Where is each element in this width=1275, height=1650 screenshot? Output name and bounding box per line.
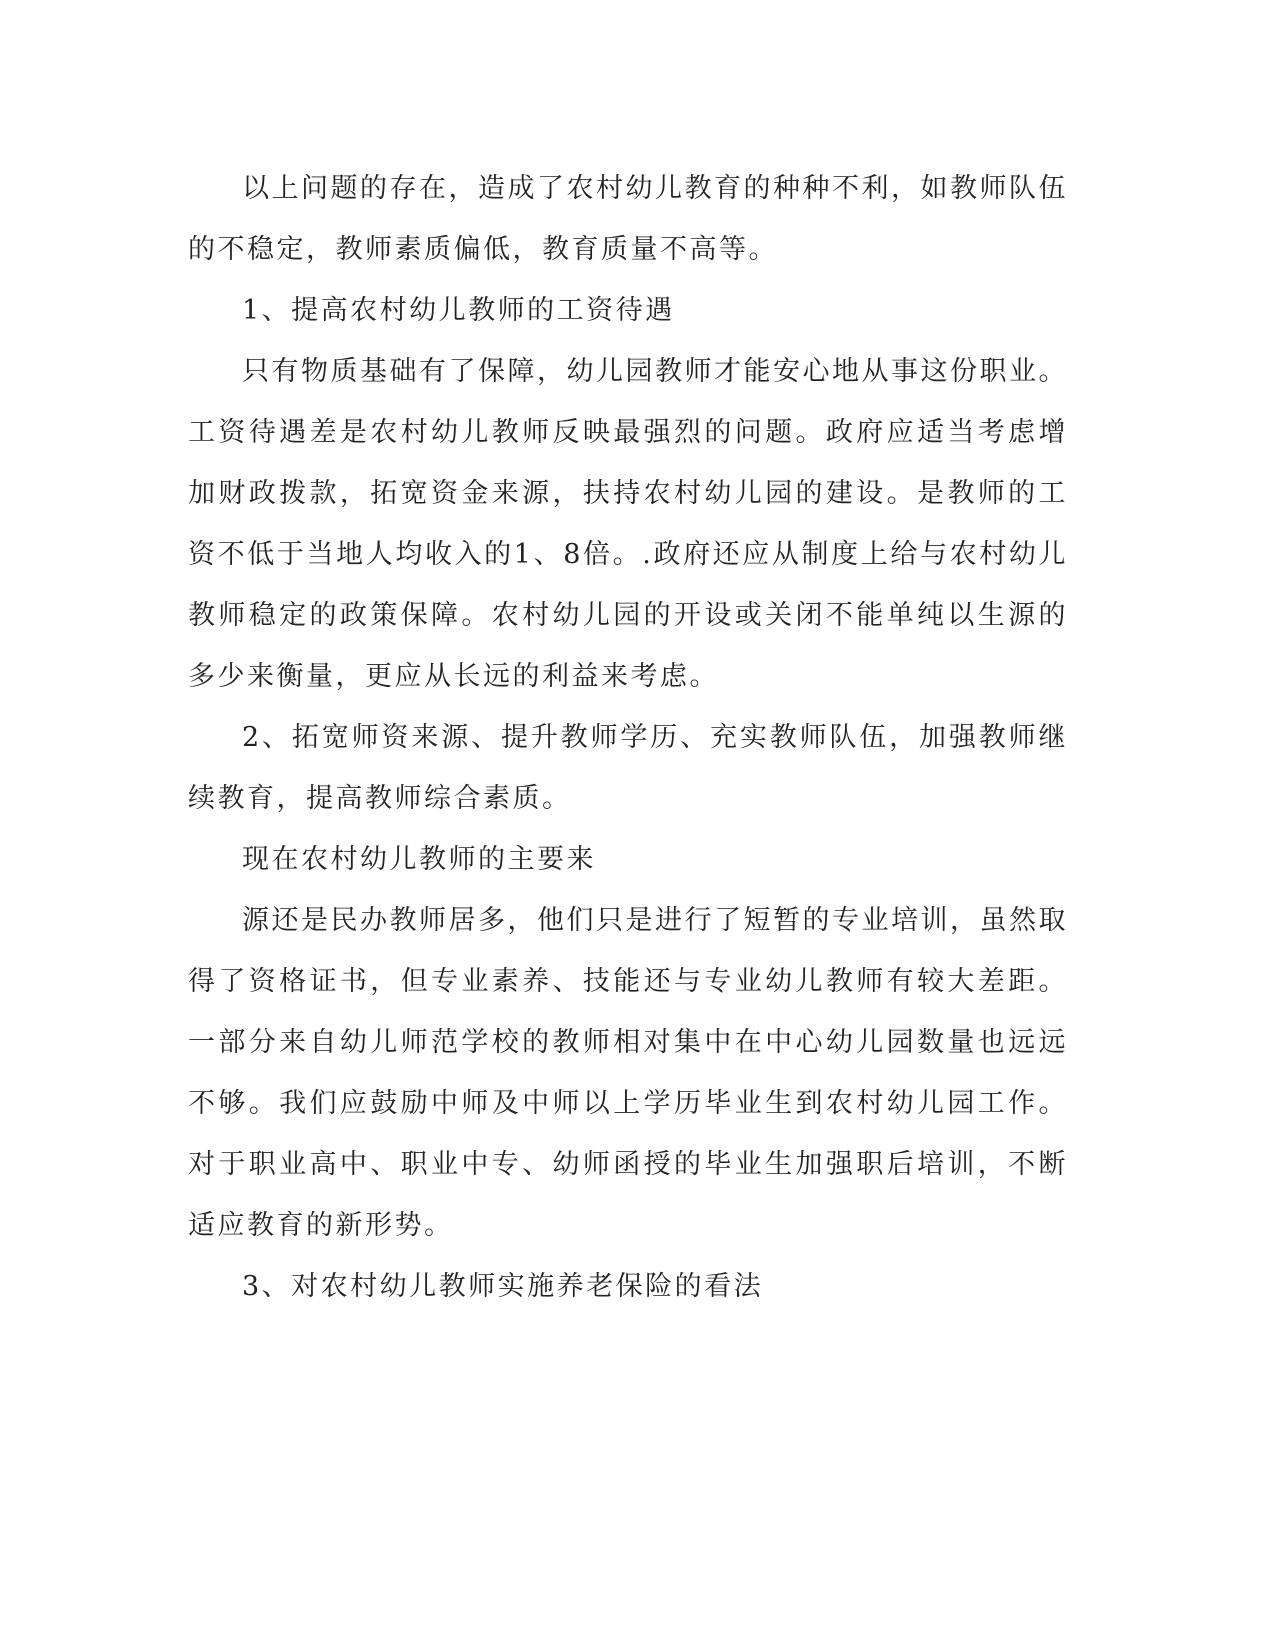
section-heading-1: 1、提高农村幼儿教师的工资待遇 [242,295,675,326]
paragraph-intro: 以上问题的存在，造成了农村幼儿教育的种种不利，如教师队伍的不稳定，教师素质偏低，教育质量不高等。 [188,173,1068,265]
paragraph-teacher-source-start: 现在农村幼儿教师的主要来 [242,844,596,875]
document-body [188,158,1068,1317]
paragraph-teacher-source: 源还是民办教师居多，他们只是进行了短暂的专业培训，虽然取得了资格证书，但专业素养、技能还与专业幼儿教师有较大差距。一部分来自幼儿师范学校的教师相对集中在中心幼儿园数量也远远不够。我们应鼓励中师及中师以上学历毕业生到农村幼儿园工作。对于职业高中、职业中专、幼师函授的毕业生加强职后培训，不断适应教育的新形势。 [188,905,1068,1241]
section-heading-2: 2、拓宽师资来源、提升教师学历、充实教师队伍，加强教师继续教育，提高教师综合素质。 [188,722,1068,814]
section-heading-3: 3、对农村幼儿教师实施养老保险的看法 [242,1271,764,1302]
paragraph-salary: 只有物质基础有了保障，幼儿园教师才能安心地从事这份职业。工资待遇差是农村幼儿教师反映最强烈的问题。政府应适当考虑增加财政拨款，拓宽资金来源，扶持农村幼儿园的建设。是教师的工资不低于当地人均收入的1、8倍。.政府还应从制度上给与农村幼儿教师稳定的政策保障。农村幼儿园的开设或关闭不能单纯以生源的多少来衡量，更应从长远的利益来考虑。 [188,356,1068,692]
